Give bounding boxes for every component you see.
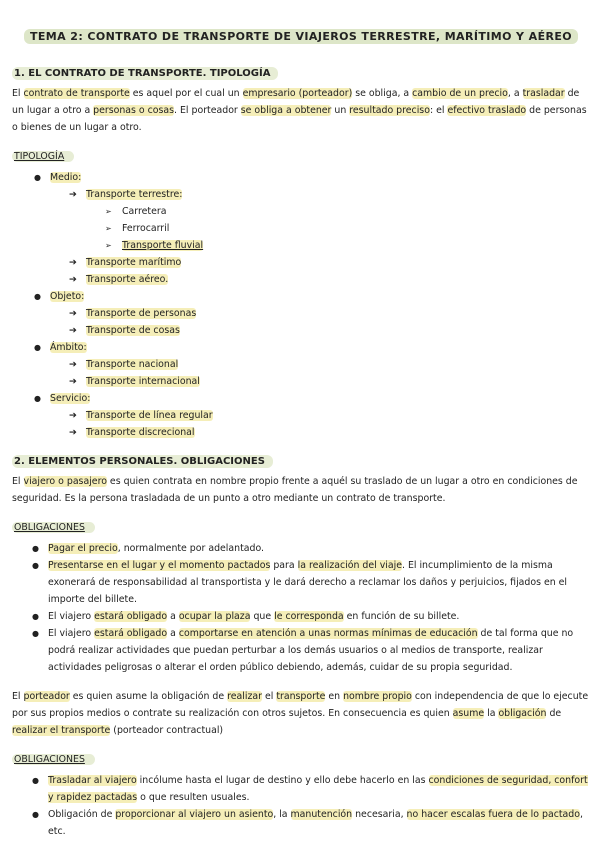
text-run: la (484, 708, 499, 719)
text-run: Obligación de (48, 809, 116, 820)
list-item-objeto (12, 288, 590, 305)
text-run: el (261, 691, 277, 702)
text-run: , a (507, 88, 523, 99)
list-item-label: Transporte discrecional (86, 427, 195, 438)
arrow-right-icon: ➔ (69, 308, 77, 319)
highlighted-text: personas o cosas (93, 105, 175, 116)
triangle-bullet-icon: ➢ (105, 207, 112, 216)
bullet-dot-icon: ● (34, 292, 41, 301)
list-item-label: Transporte de cosas (86, 325, 180, 336)
viajero-obligation-item (12, 540, 590, 557)
highlighted-text: ocupar la plaza (178, 611, 251, 622)
text-run: de (546, 708, 562, 719)
list-item-personas (12, 305, 590, 322)
obligaciones-subheading-text: OBLIGACIONES (12, 522, 95, 533)
highlighted-text: estará obligado (94, 628, 168, 639)
text-run: que (250, 611, 275, 622)
list-item-label: Transporte marítimo (86, 257, 182, 268)
triangle-bullet-icon: ➢ (105, 224, 112, 233)
list-item-label: Ámbito: (50, 342, 87, 353)
tipologia-subheading-text: TIPOLOGÍA (12, 151, 74, 162)
text-run: El viajero (48, 628, 95, 639)
text-run: es quien contrata en nombre propio frente a aquél su traslado de un lugar a otro en condiciones de seguridad. Es la persona trasladada de un punto a otro mediante un contrato de transporte. (12, 476, 578, 504)
list-item-cosas (12, 322, 590, 339)
highlighted-text: empresario (porteador) (242, 88, 353, 99)
text-run: necesaria, (352, 809, 407, 820)
arrow-right-icon: ➔ (69, 274, 77, 285)
highlighted-text: la realización del viaje (297, 560, 402, 571)
text-run: en (325, 691, 344, 702)
text-run: es quien asume la obligación de (69, 691, 228, 702)
text-run: o que resulten usuales. (137, 792, 250, 803)
porteador-definition-paragraph (12, 688, 590, 739)
viajero-definition-paragraph (12, 473, 590, 507)
highlighted-text: Pagar el precio (48, 543, 118, 554)
bullet-dot-icon: ● (32, 629, 39, 638)
highlighted-text: viajero o pasajero (23, 476, 107, 487)
text-run: para (270, 560, 298, 571)
text-run: de personas o bienes de un lugar a otro. (12, 105, 587, 133)
text-run: es aquel por el cual un (129, 88, 243, 99)
viajero-obligation-item (12, 608, 590, 625)
list-item-maritimo (12, 254, 590, 271)
obligaciones-porteador-subheading (12, 751, 590, 768)
highlighted-text: comportarse en atención a unas normas mínimas de educación (178, 628, 478, 639)
highlighted-text: realizar el transporte (12, 725, 111, 736)
arrow-right-icon: ➔ (69, 427, 77, 438)
highlighted-text: se obliga a obtener (240, 105, 332, 116)
obligaciones-viajero-subheading (12, 519, 590, 536)
section-1-heading-text: 1. EL CONTRATO DE TRANSPORTE. TIPOLOGÍA (12, 67, 278, 80)
text-run: con independencia de que lo ejecute por sus propios medios o contrate su realización con otros sujetos. En consecuencia es quien (12, 691, 589, 719)
text-run: incólume hasta el lugar de destino y ello debe hacerlo en las (136, 775, 429, 786)
tipologia-subheading (12, 148, 590, 165)
highlighted-text: contrato de transporte (23, 88, 130, 99)
arrow-right-icon: ➔ (69, 325, 77, 336)
porteador-obligation-item (12, 772, 590, 806)
text-run: El (12, 691, 24, 702)
text-run: . El incumplimiento de la misma exonerará de responsabilidad al transportista y le dará derecho a reclamar los daños y perjuicios, fijados en el importe del billete. (48, 560, 568, 605)
highlighted-text: resultado preciso (349, 105, 430, 116)
highlighted-text: transporte (276, 691, 326, 702)
text-run: El (12, 476, 24, 487)
obligation-text (48, 775, 588, 803)
document-page (12, 28, 590, 840)
arrow-right-icon: ➔ (69, 410, 77, 421)
highlighted-text: porteador (23, 691, 70, 702)
highlighted-text: condiciones de seguridad, confort y rapidez pactadas (48, 775, 588, 803)
highlighted-text: realizar (227, 691, 262, 702)
highlighted-text: Presentarse en el lugar y el momento pactados (48, 560, 271, 571)
obligation-text (48, 560, 567, 605)
text-run: , la (273, 809, 291, 820)
bullet-dot-icon: ● (32, 612, 39, 621)
highlighted-text: efectivo traslado (447, 105, 527, 116)
text-run: El (12, 88, 24, 99)
text-run: un (331, 105, 350, 116)
list-item-label: Transporte internacional (86, 376, 200, 387)
list-item-servicio (12, 390, 590, 407)
list-item-label: Medio: (50, 172, 82, 183)
arrow-right-icon: ➔ (69, 189, 77, 200)
highlighted-text: manutención (290, 809, 353, 820)
list-item-label: Transporte fluvial (122, 240, 204, 251)
document-title-text: TEMA 2: CONTRATO DE TRANSPORTE DE VIAJEROS TERRESTRE, MARÍTIMO Y AÉREO (24, 29, 578, 44)
text-run: . El porteador (174, 105, 241, 116)
triangle-bullet-icon: ➢ (105, 241, 112, 250)
list-item-label: Transporte nacional (86, 359, 179, 370)
list-item-ferrocarril (12, 220, 590, 237)
list-item-label: Transporte de línea regular (86, 410, 213, 421)
obligation-text (48, 809, 583, 837)
obligaciones-subheading-text: OBLIGACIONES (12, 754, 95, 765)
obligation-text (48, 611, 459, 622)
text-run: , normalmente por adelantado. (117, 543, 265, 554)
bullet-dot-icon: ● (32, 561, 39, 570)
text-run: : el (429, 105, 448, 116)
list-item-medio (12, 169, 590, 186)
list-item-terrestre (12, 186, 590, 203)
highlighted-text: estará obligado (94, 611, 168, 622)
list-item-label: Servicio: (50, 393, 91, 404)
section-2-heading-text: 2. ELEMENTOS PERSONALES. OBLIGACIONES (12, 455, 273, 468)
bullet-dot-icon: ● (32, 544, 39, 553)
bullet-dot-icon: ● (34, 394, 41, 403)
porteador-obligation-item (12, 806, 590, 840)
bullet-dot-icon: ● (32, 810, 39, 819)
section-1-heading (12, 65, 590, 82)
document-title (12, 28, 590, 45)
text-run: (porteador contractual) (110, 725, 224, 736)
list-item-aereo (12, 271, 590, 288)
list-item-linea-regular (12, 407, 590, 424)
list-item-carretera (12, 203, 590, 220)
list-item-ambito (12, 339, 590, 356)
arrow-right-icon: ➔ (69, 257, 77, 268)
text-run: de un lugar a otro a (12, 88, 580, 116)
highlighted-text: Trasladar al viajero (48, 775, 137, 786)
highlighted-text: obligación (498, 708, 547, 719)
list-item-fluvial (12, 237, 590, 254)
text-run: en función de su billete. (343, 611, 460, 622)
text-run: El viajero (48, 611, 95, 622)
list-item-label: Transporte terrestre: (86, 189, 183, 200)
bullet-dot-icon: ● (34, 343, 41, 352)
obligation-text (48, 628, 573, 673)
text-run: , etc. (48, 809, 583, 837)
list-item-nacional (12, 356, 590, 373)
highlighted-text: cambio de un precio (412, 88, 508, 99)
list-item-label: Ferrocarril (122, 223, 170, 234)
obligation-text (48, 543, 264, 554)
bullet-dot-icon: ● (34, 173, 41, 182)
viajero-obligation-item (12, 557, 590, 608)
highlighted-text: le corresponda (274, 611, 344, 622)
highlighted-text: asume (452, 708, 485, 719)
list-item-label: Objeto: (50, 291, 85, 302)
list-item-discrecional (12, 424, 590, 441)
list-item-label: Carretera (122, 206, 167, 217)
text-run: a (167, 611, 179, 622)
list-item-label: Transporte de personas (86, 308, 197, 319)
arrow-right-icon: ➔ (69, 359, 77, 370)
highlighted-text: trasladar (522, 88, 565, 99)
arrow-right-icon: ➔ (69, 376, 77, 387)
text-run: se obliga, a (352, 88, 413, 99)
highlighted-text: proporcionar al viajero un asiento (115, 809, 274, 820)
section-2-heading (12, 453, 590, 470)
highlighted-text: no hacer escalas fuera de lo pactado (406, 809, 580, 820)
bullet-dot-icon: ● (32, 776, 39, 785)
text-run: de tal forma que no podrá realizar actividades que puedan perturbar a los demás usuarios o al medios de transporte, realizar actividades peligrosas o alterar el orden público debiendo, además, cuidar de su propia seguridad. (48, 628, 574, 673)
text-run: a (167, 628, 179, 639)
list-item-label: Transporte aéreo. (86, 274, 169, 285)
viajero-obligation-item (12, 625, 590, 676)
list-item-internacional (12, 373, 590, 390)
contrato-definition-paragraph (12, 85, 590, 136)
highlighted-text: nombre propio (343, 691, 412, 702)
